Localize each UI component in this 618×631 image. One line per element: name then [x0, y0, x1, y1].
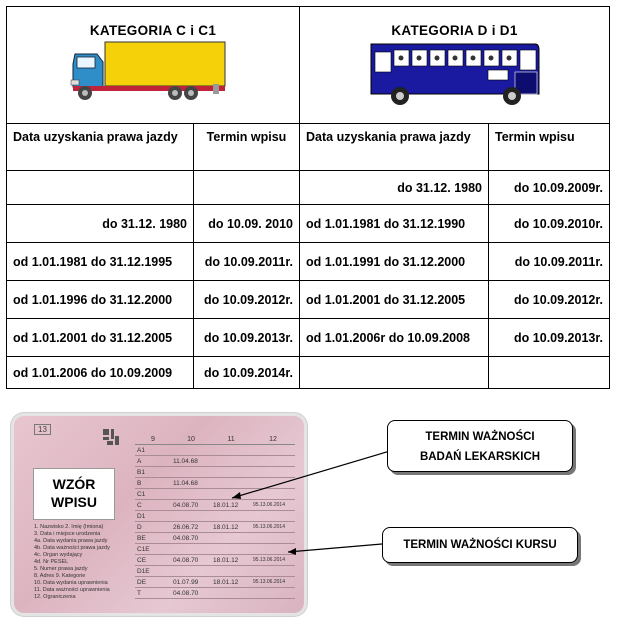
medical-exam-callout-text: TERMIN WAŻNOŚCI BADAŃ LEKARSKICH	[419, 431, 541, 463]
category-cell-cat: B	[135, 478, 171, 489]
category-cell-d10: 04.08.70	[171, 533, 211, 544]
legend-line: 10. Data wydania uprawnienia	[34, 580, 108, 586]
col-header-d-term: Termin wpisu	[489, 124, 610, 171]
category-cell-cat: BE	[135, 533, 171, 544]
col-number: 12	[251, 434, 295, 445]
category-cell-cat: T	[135, 588, 171, 599]
category-cell-d10: 11.04.68	[171, 456, 211, 467]
legend-line: 4a. Data wydania prawa jazdy	[34, 538, 108, 544]
d-date-cell: od 1.01.2006r do 10.09.2008	[300, 319, 489, 357]
col-number: 10	[171, 434, 211, 445]
course-validity-callout-text: TERMIN WAŻNOŚCI KURSU	[403, 539, 557, 551]
legend-line: 12. Ograniczenia	[34, 594, 76, 600]
d-term-cell: do 10.09.2010r.	[489, 205, 610, 243]
c-date-cell: od 1.01.1981 do 31.12.1995	[7, 243, 194, 281]
legend-line: 4c. Organ wydający	[34, 552, 83, 558]
d-term-cell: do 10.09.2011r.	[489, 243, 610, 281]
category-cell-cat: A	[135, 456, 171, 467]
c-term-cell: do 10.09.2012r.	[194, 281, 300, 319]
category-cell-d10: 04.08.70	[171, 500, 211, 511]
c-term-cell: do 10.09.2011r.	[194, 243, 300, 281]
category-cell-cat: C1E	[135, 544, 171, 555]
category-cell-cat: D1	[135, 511, 171, 522]
category-cell-d10: 04.08.70	[171, 555, 211, 566]
legend-line: 4b. Data ważności prawa jazdy	[34, 545, 110, 551]
category-cell-d11: 18.01.12	[211, 522, 251, 533]
category-cell-cat: A1	[135, 445, 171, 456]
c-date-cell: od 1.01.1996 do 31.12.2000	[7, 281, 194, 319]
c-date-cell: od 1.01.2006 do 10.09.2009	[7, 357, 194, 389]
d-term-cell: do 10.09.2013r.	[489, 319, 610, 357]
d-date-cell: od 1.01.1981 do 31.12.1990	[300, 205, 489, 243]
category-cell-d11: 18.01.12	[211, 555, 251, 566]
category-cell-d10: 11.04.68	[171, 478, 211, 489]
legend-line: 4d. Nr PESEL	[34, 559, 69, 565]
category-cell-d12: 95.13.06.2014	[251, 555, 295, 566]
d-date-cell: od 1.01.2001 do 31.12.2005	[300, 281, 489, 319]
col-header-c-date: Data uzyskania prawa jazdy	[7, 124, 194, 171]
c-date-cell: do 31.12. 1980	[7, 205, 194, 243]
d-term-cell: do 10.09.2009r.	[489, 171, 610, 205]
category-cell-d12: 95.13.06.2014	[251, 577, 295, 588]
category-cell-cat: D	[135, 522, 171, 533]
d-date-cell: od 1.01.1991 do 31.12.2000	[300, 243, 489, 281]
category-c-title: KATEGORIA C i C1	[89, 23, 217, 38]
c-term-cell: do 10.09. 2010	[194, 205, 300, 243]
category-cell-cat: C	[135, 500, 171, 511]
legend-line: 3. Data i miejsce urodzenia	[34, 531, 101, 537]
category-cell-d11: 18.01.12	[211, 577, 251, 588]
category-cell-cat: B1	[135, 467, 171, 478]
col-header-c-term: Termin wpisu	[194, 124, 300, 171]
category-cell-d10: 04.08.70	[171, 588, 211, 599]
sample-stamp-text: WZÓR WPISU	[51, 476, 97, 510]
legend-line: 11. Data ważności uprawnienia	[34, 587, 110, 593]
category-cell-cat: C1	[135, 489, 171, 500]
col-header-d-date: Data uzyskania prawa jazdy	[300, 124, 489, 171]
category-d-title: KATEGORIA D i D1	[391, 23, 518, 38]
d-term-cell: do 10.09.2012r.	[489, 281, 610, 319]
col-number: 9	[135, 434, 171, 445]
col-number: 11	[211, 434, 251, 445]
c-term-cell: do 10.09.2014r.	[194, 357, 300, 389]
category-cell-d10: 26.06.72	[171, 522, 211, 533]
category-cell-d12: 95.13.06.2014	[251, 500, 295, 511]
legend-line: 5. Numer prawa jazdy	[34, 566, 88, 572]
category-cell-cat: D1E	[135, 566, 171, 577]
category-cell-cat: DE	[135, 577, 171, 588]
legend-line: 1. Nazwisko 2. Imię (Imiona)	[34, 524, 104, 530]
category-cell-d12: 95.13.06.2014	[251, 522, 295, 533]
category-cell-cat: CE	[135, 555, 171, 566]
course-validity-callout	[382, 527, 578, 563]
medical-exam-callout	[387, 420, 573, 472]
c-term-cell: do 10.09.2013r.	[194, 319, 300, 357]
category-cell-d11: 18.01.12	[211, 500, 251, 511]
category-cell-d10: 01.07.99	[171, 577, 211, 588]
c-date-cell: od 1.01.2001 do 31.12.2005	[7, 319, 194, 357]
legend-line: 8. Adres 9. Kategorie	[34, 573, 86, 579]
card-field-number: 13	[34, 424, 51, 435]
d-date-cell: do 31.12. 1980	[300, 171, 489, 205]
